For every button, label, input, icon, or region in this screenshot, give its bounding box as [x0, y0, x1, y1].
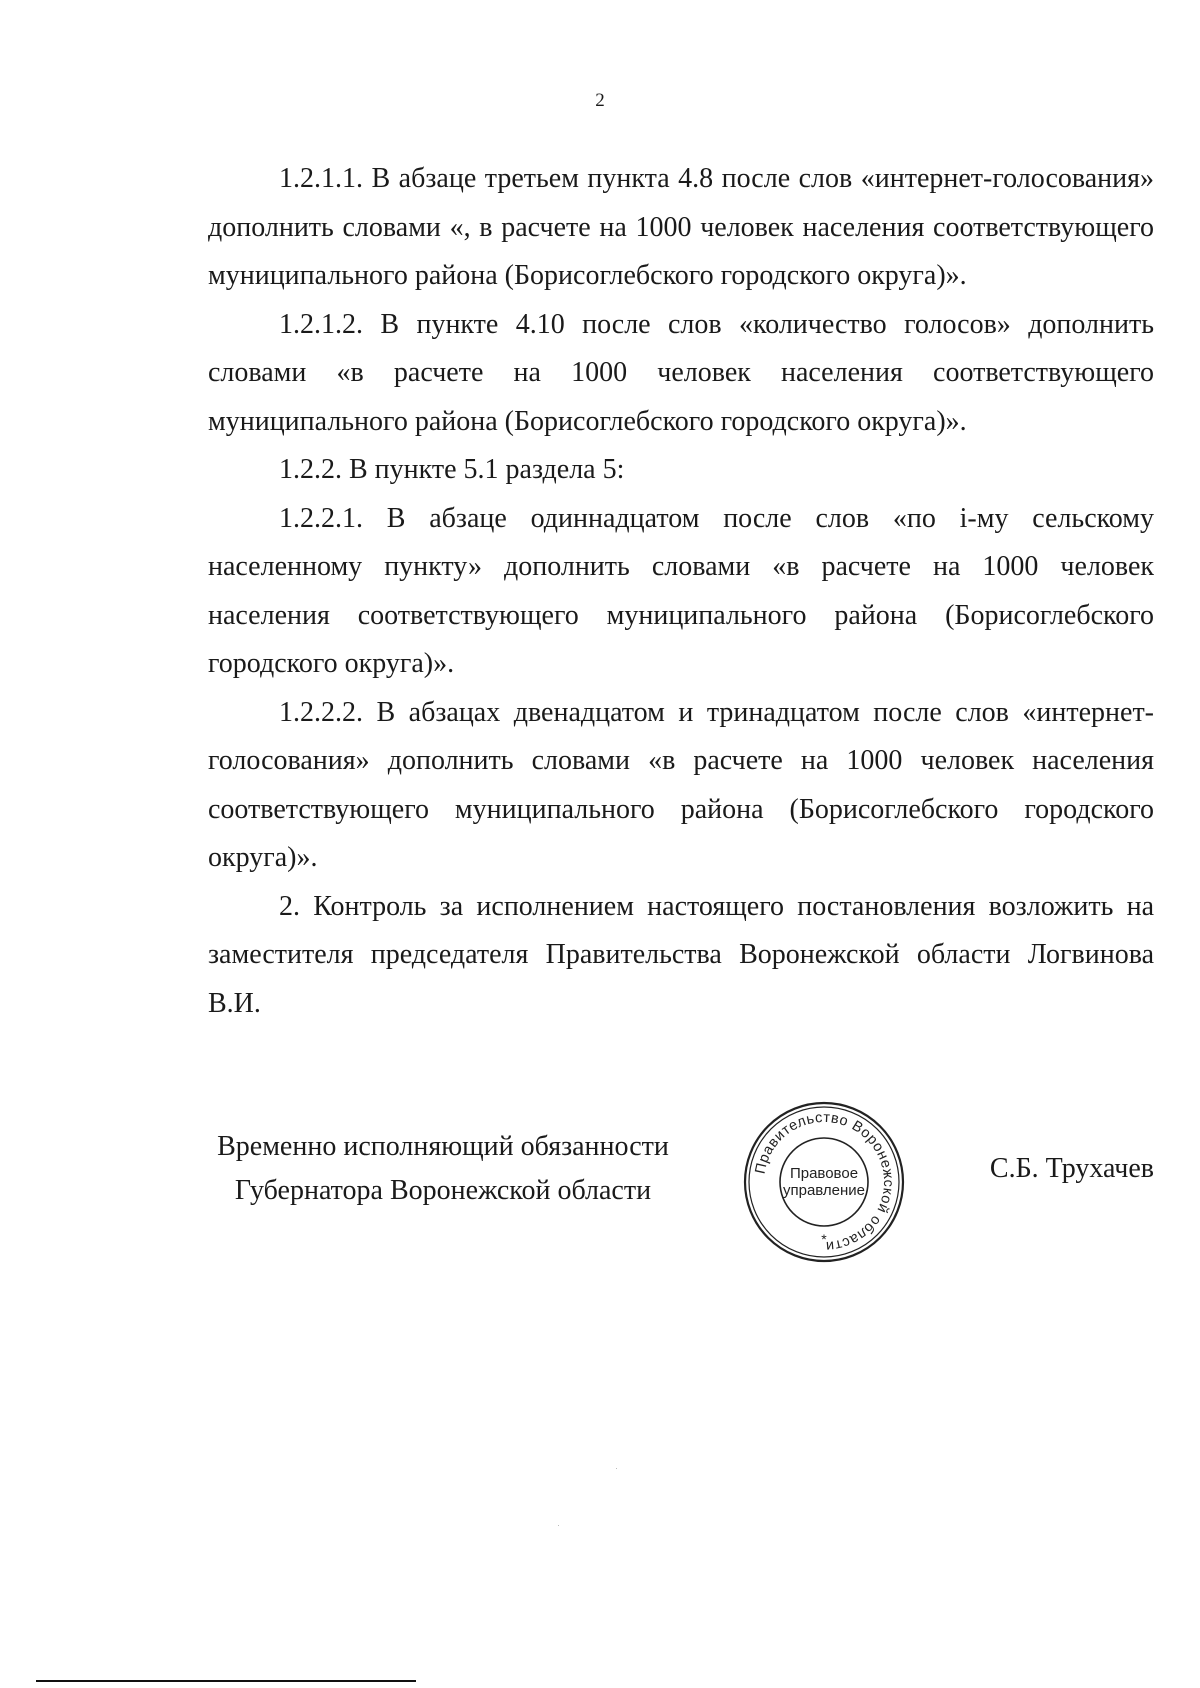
page-number: 2 — [595, 90, 605, 111]
paragraph-1-2-2-2: 1.2.2.2. В абзацах двенадцатом и тринадцатом после слов «интернет-голосования» дополнить словами «в расчете на 1000 человек населения соответствующего муниципального района (Борисоглебского городского округа)». — [208, 696, 1154, 873]
signature-block — [208, 1109, 1154, 1255]
stamp-center-line-1: Правовое — [789, 1165, 859, 1182]
document-body — [208, 155, 1154, 1028]
paragraph-2-control: 2. Контроль за исполнением настоящего постановления возложить на заместителя председателя Правительства Воронежской области Логвинова В.И. — [208, 890, 1154, 1019]
stamp-star: * — [821, 1231, 827, 1247]
stamp-ring-text: Правительство Воронежской области — [752, 1109, 897, 1255]
scan-speck — [616, 1468, 617, 1469]
paragraph-1-2-2-1: 1.2.2.1. В абзаце одиннадцатом после слов «по i-му сельскому населенному пункту» дополнить словами «в расчете на 1000 человек населения соответствующего муниципального района (Борисоглебского городского округа)». — [208, 502, 1154, 679]
paragraph-1-2-1-1: 1.2.1.1. В абзаце третьем пункта 4.8 после слов «интернет-голосования» дополнить словами «, в расчете на 1000 человек населения соответствующего муниципального района (Борисоглебского городского округа)». — [208, 163, 1154, 291]
official-seal-stamp — [741, 1099, 907, 1265]
signatory-name: С.Б. Трухачев — [989, 1153, 1154, 1184]
stamp-center-line-2: управление — [782, 1182, 866, 1199]
paragraph-1-2-2: 1.2.2. В пункте 5.1 раздела 5: — [279, 454, 625, 485]
scan-speck — [558, 1525, 559, 1526]
paragraph-1-2-1-2: 1.2.1.2. В пункте 4.10 после слов «количество голосов» дополнить словами «в расчете на 1000 человек населения соответствующего муниципального района (Борисоглебского городского округа)». — [208, 308, 1154, 437]
signatory-title-line-2: Губернатора Воронежской области — [234, 1175, 652, 1206]
signatory-title — [208, 1125, 678, 1213]
footer-rule — [36, 1680, 416, 1682]
signatory-title-line-1: Временно исполняющий обязанности — [217, 1131, 669, 1162]
